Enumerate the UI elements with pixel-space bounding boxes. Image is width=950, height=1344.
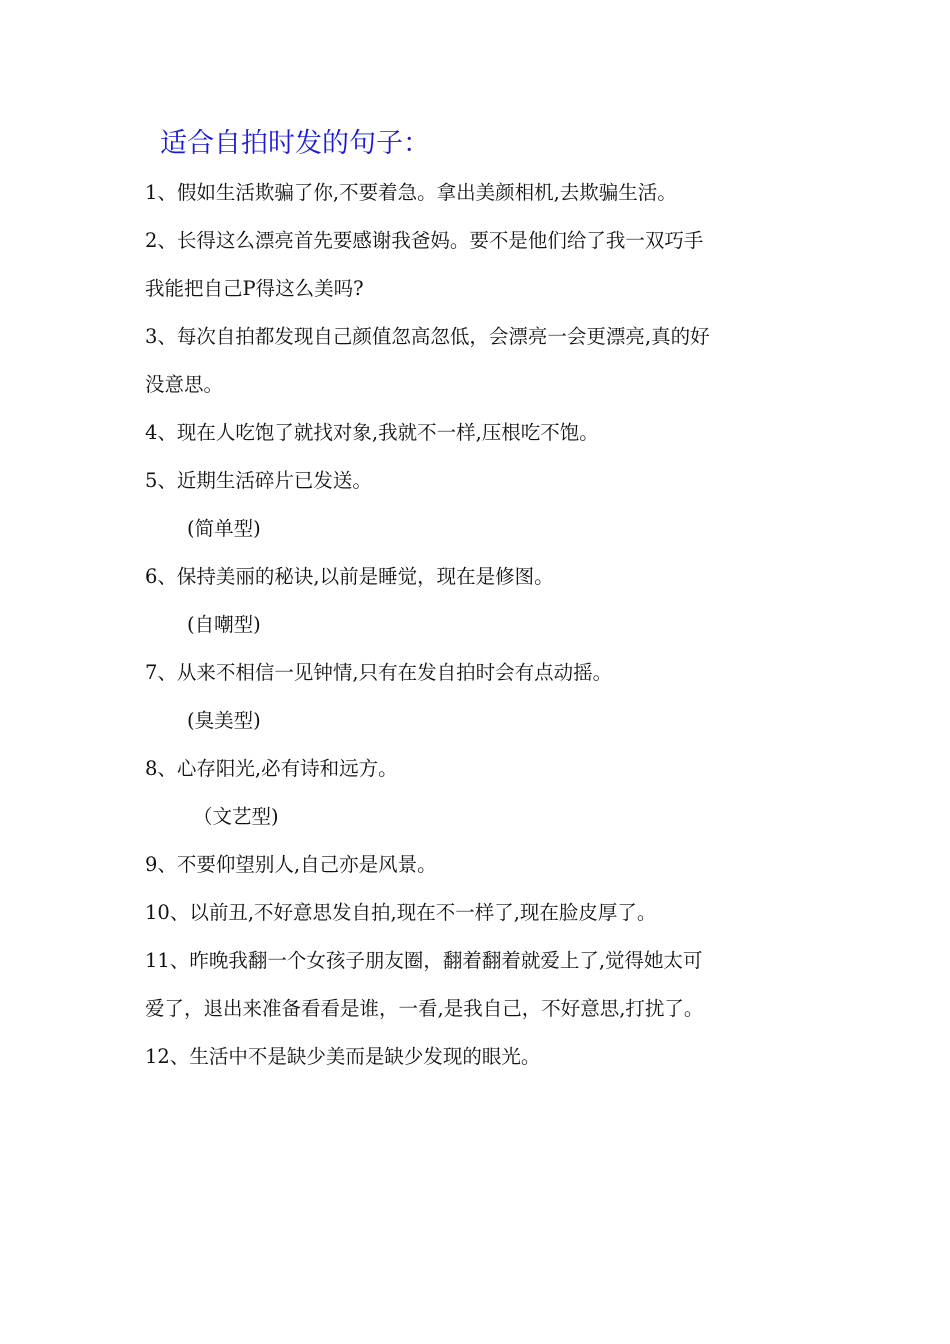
category-label-artsy: （文艺型) — [193, 805, 279, 828]
text-line-4: 4、现在人吃饱了就找对象,我就不一样,压根吃不饱。 — [145, 421, 599, 444]
text-line-9: 9、不要仰望别人,自己亦是风景。 — [145, 853, 437, 876]
text-line-1: 1、假如生活欺骗了你,不要着急。拿出美颜相机,去欺骗生活。 — [145, 181, 677, 204]
text-line-3: 3、每次自拍都发现自己颜值忽高忽低，会漂亮一会更漂亮,真的好 — [145, 325, 710, 348]
text-line-6: 6、保持美丽的秘诀,以前是睡觉，现在是修图。 — [145, 565, 554, 588]
text-line-10: 10、以前丑,不好意思发自拍,现在不一样了,现在脸皮厚了。 — [145, 901, 657, 924]
text-line-2-cont: 我能把自己P得这么美吗? — [145, 277, 364, 300]
category-label-simple: (简单型) — [187, 517, 261, 540]
text-line-12: 12、生活中不是缺少美而是缺少发现的眼光。 — [145, 1045, 541, 1068]
text-line-11: 11、昨晚我翻一个女孩子朋友圈，翻着翻着就爱上了,觉得她太可 — [145, 949, 703, 972]
document-title: 适合自拍时发的句子： — [160, 128, 430, 159]
text-line-11-cont: 爱了，退出来准备看看是谁，一看,是我自己，不好意思,打扰了。 — [145, 997, 704, 1020]
text-line-3-cont: 没意思。 — [145, 373, 224, 396]
text-line-5: 5、近期生活碎片已发送。 — [145, 469, 372, 492]
text-line-8: 8、心存阳光,必有诗和远方。 — [145, 757, 398, 780]
category-label-self-mock: (自嘲型) — [187, 613, 261, 636]
category-label-vain: (臭美型) — [187, 709, 261, 732]
text-line-7: 7、从来不相信一见钟情,只有在发自拍时会有点动摇。 — [145, 661, 613, 684]
text-line-2: 2、长得这么漂亮首先要感谢我爸妈。要不是他们给了我一双巧手 — [145, 229, 704, 252]
